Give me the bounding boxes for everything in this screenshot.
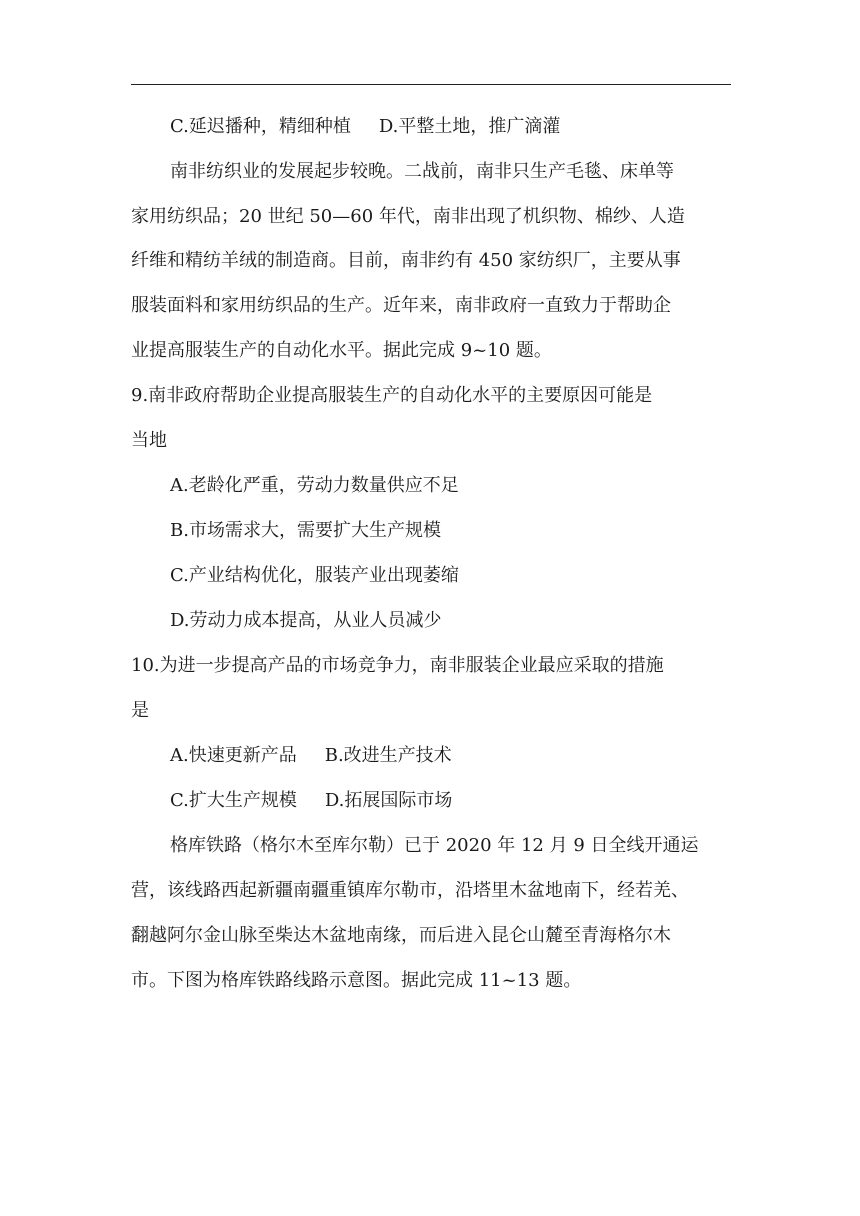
q9-option-c: C.产业结构优化，服装产业出现萎缩: [170, 565, 459, 586]
q10-stem-line-2: 是: [131, 700, 149, 721]
q10-option-c: C.扩大生产规模: [170, 790, 297, 811]
q10-option-a: A.快速更新产品: [170, 745, 297, 766]
passage2-line-1: 格库铁路（格尔木至库尔勒）已于 2020 年 12 月 9 日全线开通运: [170, 835, 699, 856]
q10-options-row-2: [170, 789, 452, 813]
passage1-line-4: 服装面料和家用纺织品的生产。近年来，南非政府一直致力于帮助企: [131, 295, 671, 316]
q10-option-d: D.拓展国际市场: [324, 790, 453, 811]
passage2-line-4: 市。下图为格库铁路线路示意图。据此完成 11~13 题。: [131, 970, 582, 991]
passage1-line-3: 纤维和精纺羊绒的制造商。目前，南非约有 450 家纺织厂，主要从事: [131, 250, 681, 271]
q9-option-d: D.劳动力成本提高，从业人员减少: [170, 610, 442, 631]
header-rule: [131, 84, 731, 85]
q10-stem-line-1: 10.为进一步提高产品的市场竞争力，南非服装企业最应采取的措施: [131, 655, 664, 676]
q9-option-a: A.老龄化严重，劳动力数量供应不足: [170, 475, 459, 496]
passage1-line-2: 家用纺织品；20 世纪 50—60 年代，南非出现了机织物、棉纱、人造: [131, 206, 685, 227]
q9-option-b: B.市场需求大，需要扩大生产规模: [170, 520, 441, 541]
passage1-line-5: 业提高服装生产的自动化水平。据此完成 9~10 题。: [131, 340, 552, 361]
q9-stem-line-1: 9.南非政府帮助企业提高服装生产的自动化水平的主要原因可能是: [131, 385, 653, 406]
q8-options-row: [170, 115, 560, 139]
passage2-line-3: 翻越阿尔金山脉至柴达木盆地南缘，而后进入昆仑山麓至青海格尔木: [131, 925, 671, 946]
q9-stem-line-2: 当地: [131, 430, 167, 451]
passage2-line-2: 营，该线路西起新疆南疆重镇库尔勒市，沿塔里木盆地南下，经若羌、: [131, 880, 689, 901]
q8-option-c: C.延迟播种，精细种植: [170, 116, 351, 137]
q8-option-d: D.平整土地，推广滴灌: [378, 116, 561, 137]
passage1-line-1: 南非纺织业的发展起步较晚。二战前，南非只生产毛毯、床单等: [170, 161, 674, 182]
q10-option-b: B.改进生产技术: [324, 745, 452, 766]
q10-options-row-1: [170, 744, 452, 768]
